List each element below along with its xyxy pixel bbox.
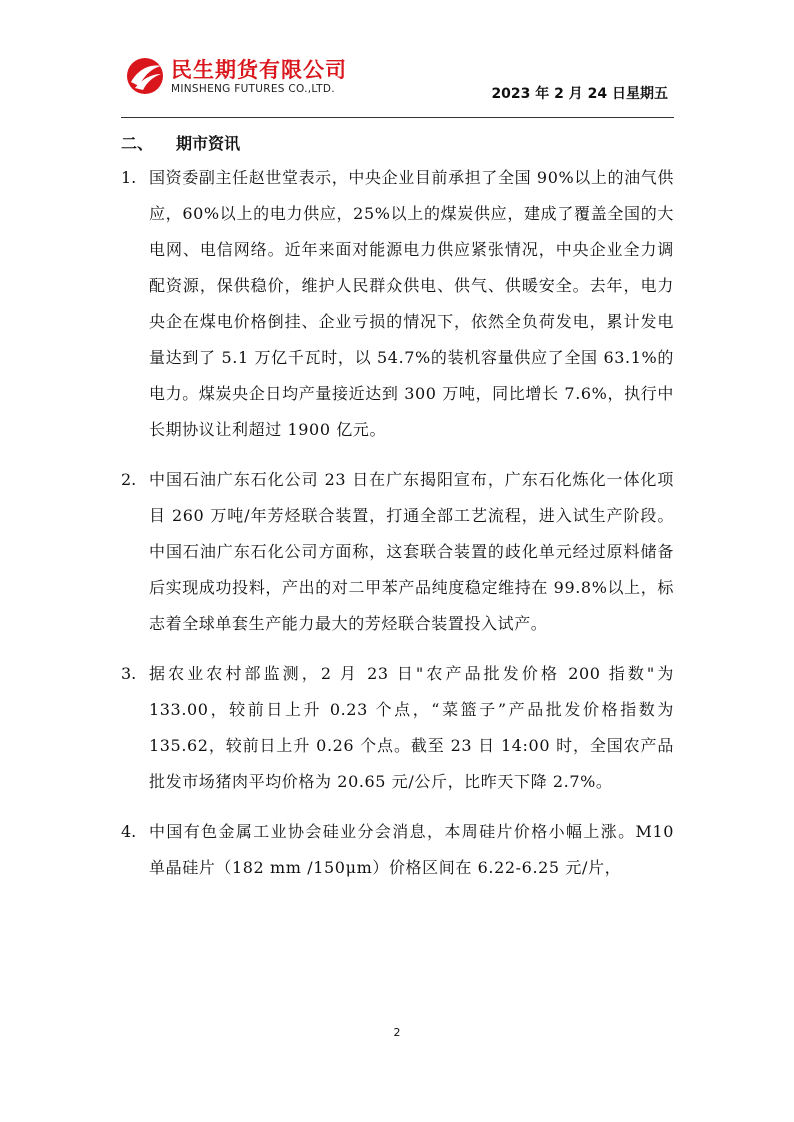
item-number: 1.: [121, 168, 137, 187]
section-title: 期市资讯: [176, 134, 241, 153]
item-number: 2.: [121, 470, 137, 489]
logo-english-name: MINSHENG FUTURES CO.,LTD.: [171, 83, 335, 95]
list-item: [121, 462, 674, 642]
page-header: [0, 0, 794, 125]
minsheng-logo-icon: [125, 56, 165, 96]
item-number: 3.: [121, 664, 137, 683]
item-text: 中国有色金属工业协会硅业分会消息，本周硅片价格小幅上涨。M10 单晶硅片（182 mm /150μm）价格区间在 6.22-6.25 元/片，: [149, 822, 674, 877]
item-text: 国资委副主任赵世堂表示，中央企业目前承担了全国 90%以上的油气供应，60%以上的电力供应，25%以上的煤炭供应，建成了覆盖全国的大电网、电信网络。近年来面对能源电力供应紧张情况，中央企业全力调配资源，保供稳价，维护人民群众供电、供气、供暖安全。去年，电力央企在煤电价格倒挂、企业亏损的情况下，依然全负荷发电，累计发电量达到了 5.1 万亿千瓦时，以 54.7%的装机容量供应了全国 63.1%的电力。煤炭央企日均产量接近达到 300 万吨，同比增长 7.6%，执行中长期协议让利超过 1900 亿元。: [149, 168, 674, 439]
news-list: [121, 160, 674, 900]
list-item: [121, 656, 674, 800]
page-number: 2: [393, 1026, 401, 1039]
list-item: [121, 814, 674, 886]
item-text: 据农业农村部监测，2 月 23 日"农产品批发价格 200 指数"为 133.00，较前日上升 0.23 个点，“菜篮子”产品批发价格指数为 135.62，较前日上升 0.26 个点。截至 23 日 14:00 时，全国农产品批发市场猪肉平均价格为 20.65 元/公斤，比昨天下降 2.7%。: [149, 664, 674, 791]
logo-chinese-name: 民生期货有限公司: [171, 58, 347, 82]
section-heading: [121, 131, 240, 154]
company-logo: [125, 56, 365, 102]
list-item: [121, 160, 674, 448]
section-number: 二、: [121, 134, 154, 153]
item-text: 中国石油广东石化公司 23 日在广东揭阳宣布，广东石化炼化一体化项目 260 万吨/年芳烃联合装置，打通全部工艺流程，进入试生产阶段。中国石油广东石化公司方面称，这套联合装置的歧化单元经过原料储备后实现成功投料，产出的对二甲苯产品纯度稳定维持在 99.8%以上，标志着全球单套生产能力最大的芳烃联合装置投入试产。: [149, 470, 674, 633]
header-divider: [121, 117, 674, 118]
report-date: 2023 年 2 月 24 日星期五: [491, 86, 668, 102]
item-number: 4.: [121, 822, 137, 841]
